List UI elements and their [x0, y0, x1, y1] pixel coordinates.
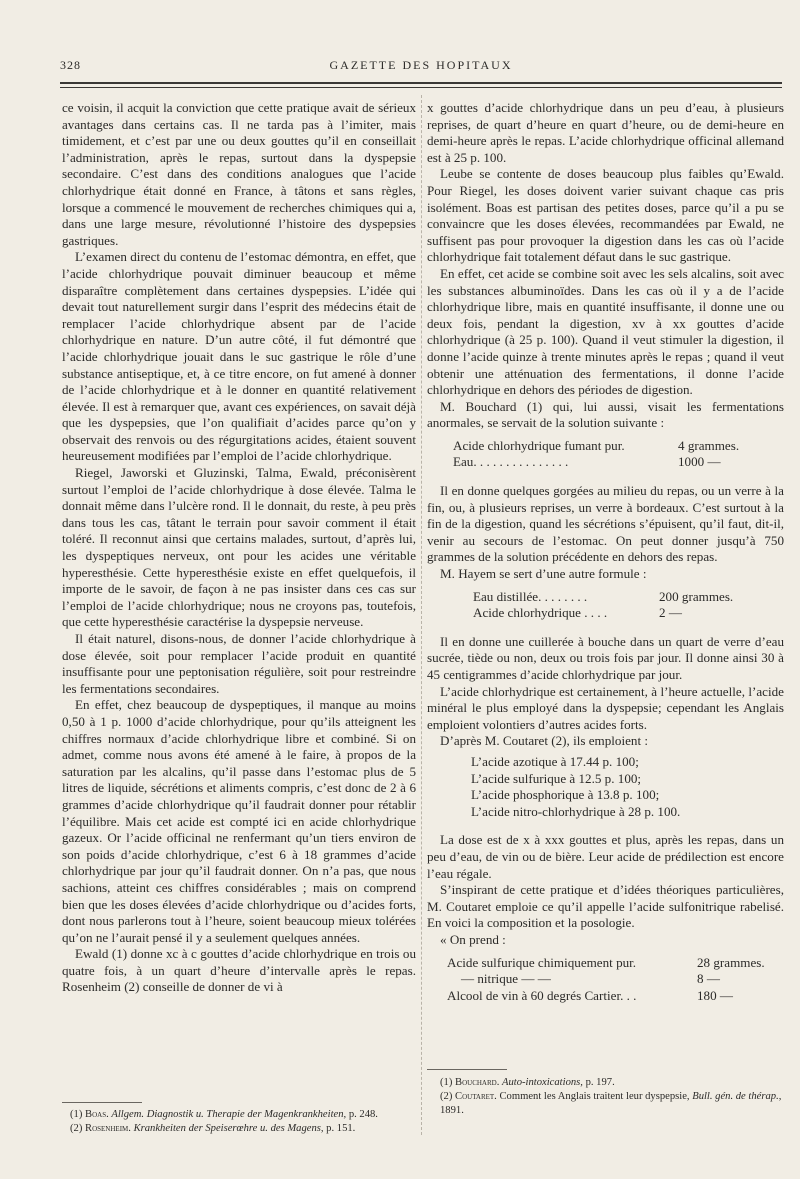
footnotes-left [70, 1108, 415, 1136]
page-number: 328 [60, 58, 81, 72]
paragraph: Ewald (1) donne xc à c gouttes d’acide chlorhydrique en trois ou quatre fois, à un quart d’heure d’intervalle après le repas. Rosenheim (2) conseille de donner de vi à [62, 946, 416, 995]
left-column [62, 100, 416, 996]
publication-title: GAZETTE DES HOPITAUX [329, 58, 513, 72]
paragraph: Leube se contente de doses beaucoup plus faibles qu’Ewald. Pour Riegel, les doses doivent varier suivant chaque cas pris isolément. Boas est partisan des petites doses, parce qu’il a pu se convaincre que les doses élevées, recommandées par Ewald, ne suffisent pas pour provoquer la digestion dans les cas où l’acide chlorhydrique fait totalement défaut dans le suc gastrique. [427, 166, 784, 265]
formula-coutaret [447, 955, 784, 1005]
formula-row: Eau. . . . . . . . . . . . . . . 1000 — [453, 454, 721, 470]
footnote: (1) Bouchard. Auto-intoxications, p. 197. [440, 1077, 615, 1088]
list-item: L’acide azotique à 17.44 p. 100; [471, 753, 639, 769]
paragraph: Riegel, Jaworski et Gluzinski, Talma, Ewald, préconisèrent surtout l’emploi de l’acide chlorhydrique à dose élevée. Talma le donnait même dans l’ulcère rond. Il le donnait, du reste, à peu près dans tous les cas, tâtant le terrain pour savoir comment il était toléré. Il reconnut ainsi que certains malades, surtout, d’après lui, les dyspeptiques nerveux, ont pour les acides une véritable hyperesthésie. Cette hyperesthésie existe en effet quelquefois, il importe de le savoir, de façon à ne pas insister dans ces cas sur l’emploi de l’acide chlorhydrique; nous ne croyons pas, toutefois, que cette hyperesthésie caractérise la dyspepsie nerveuse. [62, 465, 416, 630]
page-header [60, 58, 782, 80]
formula-row: Alcool de vin à 60 degrés Cartier. . . 180 — [447, 987, 734, 1003]
formula-row: Acide chlorhydrique . . . . 2 — [473, 605, 682, 621]
paragraph: D’après M. Coutaret (2), ils emploient : [440, 733, 648, 749]
paragraph: M. Bouchard (1) qui, lui aussi, visait les fermentations anormales, se servait de la solution suivante : [427, 398, 784, 431]
formula-row: Acide chlorhydrique fumant pur. 4 grammes. [453, 437, 740, 453]
paragraph: En effet, cet acide se combine soit avec les sels alcalins, soit avec les substances albuminoïdes. Dans les cas où il y a de l’acide chlorhydrique libre, mais en quantité insuffisante, il donne une ou deux fois, pendant la digestion, xv à xx gouttes d’acide chlorhydrique (à 25 p. 100). Quand il veut stimuler la digestion, il donne l’acide quinze à trente minutes après le repas ; quand il veut obtenir une atténuation des fermentations, il donne l’acide chlorhydrique en dehors des périodes de digestion. [427, 265, 784, 398]
column-divider [421, 95, 422, 1135]
right-column [427, 100, 784, 1010]
paragraph: « On prend : [440, 931, 506, 947]
list-item: L’acide sulfurique à 12.5 p. 100; [471, 770, 642, 786]
list-item: L’acide phosphorique à 13.8 p. 100; [471, 787, 660, 803]
formula-hayem [473, 589, 784, 622]
paragraph: La dose est de x à xxx gouttes et plus, après les repas, dans un peu d’eau, de vin ou de bière. Leur acide de prédilection est encore l’eau régale. [427, 832, 784, 881]
paragraph: En effet, chez beaucoup de dyspeptiques, il manque au moins 0,50 à 1 p. 1000 d’acide chlorhydrique, pour qu’ils atteignent les chiffres normaux d’acide chlorhydrique libre et combiné. Si on admet, comme nous avons été amené à le faire, à propos de la saturation par les alcalins, qu’il passe dans l’estomac plus de 5 litres de liquide, sécrétions et aliments compris, c’est donc de 2 à 6 grammes d’acide chlorhydrique qu’il faudrait donner pour rétablir l’équilibre. Mais cet acide est compté ici en acide chlorhydrique gazeux. Or l’acide officinal ne renfermant qu’un tiers environ de son poids d’acide chlorhydrique, c’est 6 à 18 grammes d’acide chlorhydrique par jour qu’il faudrait donner. On n’a pas, que nous sachions, atteint ces chiffres considérables ; mais on comprend bien que les doses élevées d’acide chlorhydrique ou d’acides forts, dont nous parlerons tout à l’heure, soient beaucoup mieux tolérées qu’on ne l’aurait pensé il y a seulement quelques années. [62, 697, 416, 945]
footnotes-right [440, 1076, 782, 1118]
paragraph: S’inspirant de cette pratique et d’idées théoriques particulières, M. Coutaret emploie ce qu’il appelle l’acide sulfonitrique rabelisé. En voici la composition et la posologie. [427, 882, 784, 931]
footnote-rule [62, 1102, 142, 1103]
paragraph: Il en donne quelques gorgées au milieu du repas, ou un verre à la fin, ou, à plusieurs reprises, un verre à bordeaux. C’est surtout à la fin de la digestion, quand les sécrétions s’épuisent, qu’il faut, dit-il, venir au secours de l’estomac. On peut donner jusqu’à 750 grammes de la solution précédente en dehors des repas. [427, 483, 784, 565]
paragraph: L’examen direct du contenu de l’estomac démontra, en effet, que l’acide chlorhydrique pouvait diminuer beaucoup et même disparaître complètement dans certaines dyspepsies. L’idée qui devait tout naturellement surgir dans l’esprit des médecins était de remplacer l’acide chlorhydrique absent par de l’acide chlorhydrique en nature. D’un autre côté, il fut démontré que l’acide chlorhydrique jouait dans le suc gastrique le rôle d’une substance antiseptique, et, à ce titre encore, on fut amené à donner de l’acide chlorhydrique et à le donner en quantité relativement élevée. Il est à remarquer que, avant ces expériences, on savait déjà que les dyspepsies, que l’on qualifiait d’acides parce qu’on y observait des renvois ou des régurgitations acides, étaient souvent heureusement modifiées par l’emploi de l’acide chlorhydrique. [62, 249, 416, 464]
paragraph: M. Hayem se sert d’une autre formule : [440, 566, 647, 582]
formula-row: — nitrique — — 8 — [461, 971, 720, 987]
list-item: L’acide nitro-chlorhydrique à 28 p. 100. [471, 803, 681, 819]
footnote-rule [427, 1069, 507, 1070]
paragraph: ce voisin, il acquit la conviction que cette pratique avait de sérieux avantages dans certains cas. Il ne tarda pas à l’imiter, mais timidement, et c’est par une ou deux gouttes qu’il en conseillait l’administration, après le repas, surtout dans la dyspepsie secondaire. C’est dans des conditions analogues que l’acide chlorhydrique était donné en France, à tâtons et sans règles, lorsque a commencé le mouvement de recherches chimiques qui a, dans une large mesure, révolutionné l’histoire des dyspepsies gastriques. [62, 100, 416, 248]
footnote: (2) Coutaret. Comment les Anglais traitent leur dyspepsie, Bull. gén. de thérap., 1891. [440, 1091, 782, 1116]
paragraph: x gouttes d’acide chlorhydrique dans un peu d’eau, à plusieurs reprises, de quart d’heure en quart d’heure, ou de demi-heure en demi-heure après le repas. L’acide chlorhydrique officinal allemand est à 25 p. 100. [427, 100, 784, 165]
paragraph: Il était naturel, disons-nous, de donner l’acide chlorhydrique à dose élevée, soit pour remplacer l’acide produit en quantité insuffisante pour une peptonisation régulière, soit pour restreindre les fermentations secondaires. [62, 631, 416, 696]
paragraph: L’acide chlorhydrique est certainement, à l’heure actuelle, l’acide minéral le plus employé dans la dyspepsie; cependant les Anglais emploient volontiers d’autres acides forts. [427, 683, 784, 732]
paragraph: Il en donne une cuillerée à bouche dans un quart de verre d’eau sucrée, tiède ou non, deux ou trois fois par jour. Il donne ainsi 30 à 45 centigrammes d’acide chlorhydrique par jour. [427, 633, 784, 682]
acid-list [471, 754, 784, 820]
formula-row: Eau distillée. . . . . . . . 200 grammes. [473, 588, 734, 604]
formula-bouchard [453, 438, 784, 471]
header-rule [60, 82, 782, 88]
footnote: (1) Boas. Allgem. Diagnostik u. Therapie der Magenkrankheiten, p. 248. [70, 1109, 378, 1120]
formula-row: Acide sulfurique chimiquement pur. 28 grammes. [447, 954, 765, 970]
footnote: (2) Rosenheim. Krankheiten der Speiserœhre u. des Magens, p. 151. [70, 1123, 356, 1134]
